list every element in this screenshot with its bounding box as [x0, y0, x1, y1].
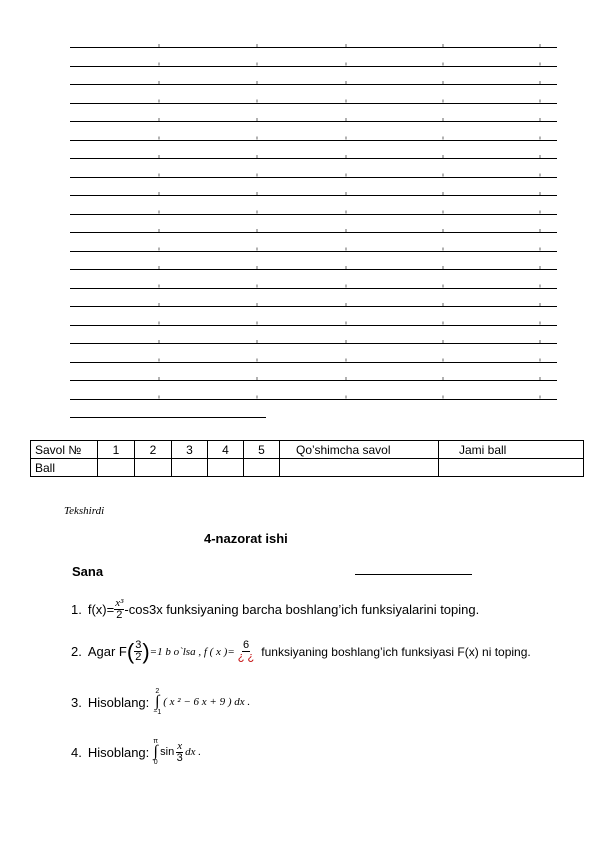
- fraction-denominator: 2: [135, 651, 142, 663]
- fraction-numerator: x: [177, 739, 183, 752]
- score-cell[interactable]: [135, 459, 172, 477]
- integral-upper: π: [153, 738, 159, 745]
- column-ticks: [70, 30, 560, 420]
- fraction: [114, 598, 124, 621]
- task-prefix: Hisoblang:: [87, 694, 150, 710]
- score-cell[interactable]: [208, 459, 244, 477]
- fraction-numerator: x³: [115, 597, 124, 609]
- score-cell[interactable]: [244, 459, 280, 477]
- fraction-numerator: 6: [242, 639, 250, 651]
- fraction: [238, 640, 255, 663]
- tekshirdi-label: Tekshirdi: [64, 505, 105, 517]
- fraction-numerator: 3: [135, 639, 142, 651]
- differential: dx .: [185, 746, 201, 759]
- function-name: sin: [160, 746, 175, 759]
- score-table-header: [31, 441, 584, 459]
- date-line: [355, 574, 472, 575]
- integral-lower: −1: [153, 709, 162, 717]
- condition: =1 b o`lsa , f ( x )=: [149, 645, 235, 658]
- integral-upper: 2: [155, 688, 160, 695]
- date-label: Sana: [72, 564, 104, 579]
- score-cell[interactable]: [172, 459, 208, 477]
- page-title: 4-nazorat ishi: [204, 531, 288, 546]
- header-cell: Jami ball: [439, 441, 584, 459]
- task-4: [71, 738, 201, 766]
- integral-sign: π ∫ 0: [153, 738, 159, 767]
- header-cell: 4: [208, 441, 244, 459]
- fraction-denominator: 2: [116, 609, 123, 621]
- header-cell: Savol №: [31, 441, 98, 459]
- integral-sign: 2 ∫ −1: [153, 688, 162, 717]
- header-cell: 3: [172, 441, 208, 459]
- integral-lower: 0: [153, 759, 158, 767]
- task-prefix: Agar F: [87, 644, 127, 659]
- task-3: [71, 688, 250, 716]
- task-prefix: f(x)=: [87, 602, 115, 617]
- score-table-row: [31, 459, 584, 477]
- task-2: 2. Agar F ( $\frac{3}{2}$ ) =1 b o`lsa , f ( x )= $\frac{6}{¿ ¿}$ funksiyaning boshlang’ich funksiyasi F(x) ni toping.: [71, 638, 531, 664]
- integrand: ( x ² − 6 x + 9 ) dx .: [163, 696, 251, 709]
- task-number: 2.: [71, 644, 82, 659]
- header-cell: 5: [244, 441, 280, 459]
- task-text: -cos3x funksiyaning barcha boshlang’ich funksiyalarini toping.: [124, 602, 480, 617]
- score-cell[interactable]: [280, 459, 439, 477]
- task-number: 4.: [71, 744, 82, 760]
- row-label: Ball: [31, 459, 98, 477]
- header-cell: 1: [98, 441, 135, 459]
- task-1: [71, 598, 479, 621]
- task-text: funksiyaning boshlang’ich funksiyasi F(x) ni toping.: [261, 644, 531, 659]
- fraction-denominator: ¿ ¿: [237, 651, 255, 663]
- score-cell[interactable]: [98, 459, 135, 477]
- task-prefix: Hisoblang:: [87, 744, 150, 760]
- fraction: [176, 741, 183, 764]
- task-number: 3.: [71, 694, 82, 710]
- score-cell[interactable]: [439, 459, 584, 477]
- task-number: 1.: [71, 602, 82, 617]
- fraction: [134, 640, 142, 663]
- fraction-denominator: 3: [176, 751, 183, 764]
- header-cell: Qo’shimcha savol: [280, 441, 439, 459]
- header-cell: 2: [135, 441, 172, 459]
- score-table: [30, 440, 584, 477]
